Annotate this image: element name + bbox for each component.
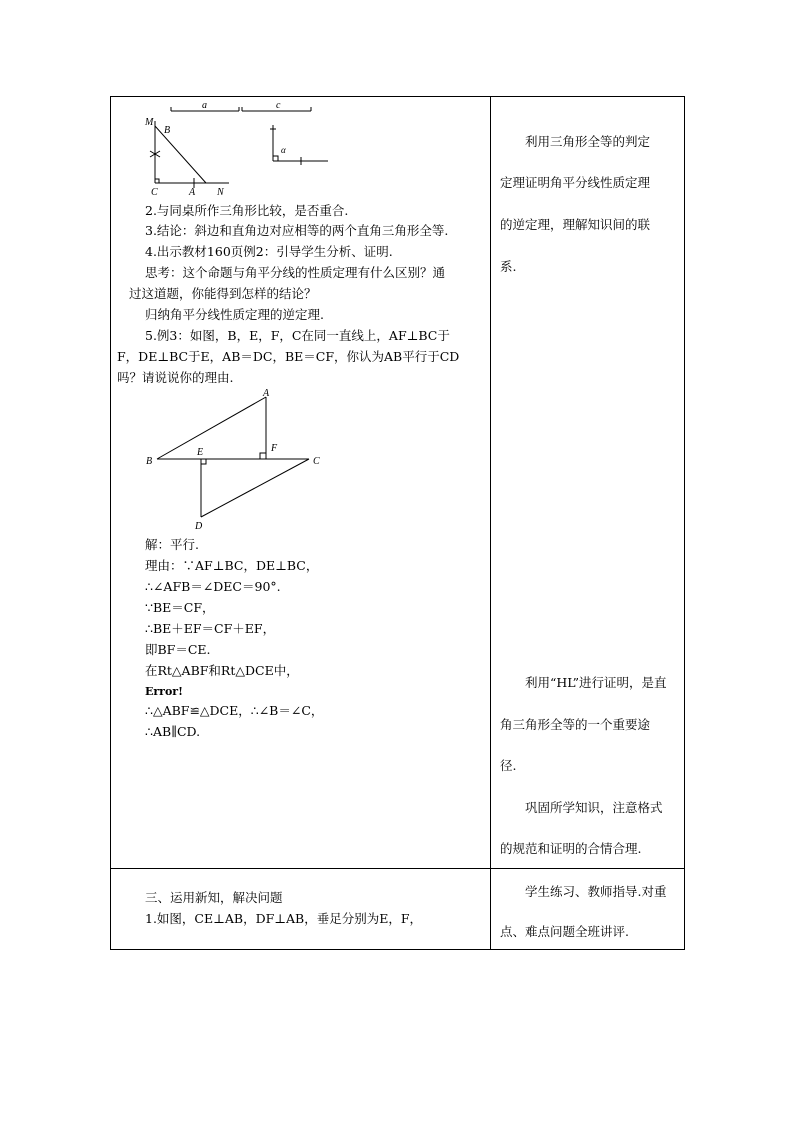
label-E2: E (197, 447, 204, 458)
row-divider (111, 868, 684, 869)
solution-error: Error! (145, 685, 183, 698)
note4-line2: 点、难点问题全班讲评. (500, 924, 629, 939)
example3-figure (141, 387, 331, 537)
note2-line2: 角三角形全等的一个重要途 (500, 717, 651, 732)
text-line8: 5.例3：如图，B，E，F，C在同一直线上，AF⊥BC于 (145, 328, 450, 343)
label-a: a (202, 101, 207, 111)
text-line3: 3.结论：斜边和直角边对应相等的两个直角三角形全等. (145, 223, 449, 238)
text-line7: 归纳角平分线性质定理的逆定理. (145, 307, 324, 322)
text-line2: 2.与同桌所作三角形比较，是否重合. (145, 203, 349, 218)
note1-line3: 的逆定理，理解知识间的联 (500, 217, 651, 232)
solution-line10: ∴AB∥CD. (145, 724, 201, 739)
label-A2: A (263, 388, 270, 399)
construction-figure (131, 101, 351, 197)
label-N: N (217, 187, 224, 197)
lesson-table (110, 96, 685, 950)
label-C: C (151, 187, 158, 197)
note1-line1: 利用三角形全等的判定 (525, 134, 651, 149)
solution-line9: ∴△ABF≌△DCE，∴∠B＝∠C， (145, 703, 324, 718)
text-line5: 思考：这个命题与角平分线的性质定理有什么区别？通 (145, 265, 446, 280)
label-F2: F (271, 443, 278, 454)
label-C2: C (313, 456, 320, 467)
label-alpha: α (281, 145, 286, 155)
solution-line2: 理由：∵AF⊥BC，DE⊥BC， (145, 558, 319, 573)
solution-line3: ∴∠AFB＝∠DEC＝90°. (145, 579, 281, 594)
label-M: M (145, 117, 154, 128)
solution-line7: 在Rt△ABF和Rt△DCE中， (145, 663, 299, 678)
label-A: A (189, 187, 196, 197)
solution-line1: 解：平行. (145, 537, 199, 552)
note3-line1: 巩固所学知识，注意格式 (525, 800, 663, 815)
note1-line4: 系. (500, 259, 517, 274)
note2-line3: 径. (500, 758, 517, 773)
solution-line5: ∴BE＋EF＝CF＋EF， (145, 621, 276, 636)
column-divider (490, 97, 491, 949)
label-c: c (276, 101, 281, 111)
text-line6: 过这道题，你能得到怎样的结论？ (129, 286, 317, 301)
text-line10: 吗？请说说你的理由. (117, 370, 234, 385)
note4-line1: 学生练习、教师指导.对重 (525, 884, 667, 899)
note3-line2: 的规范和证明的合情合理. (500, 841, 642, 856)
solution-line4: ∵BE＝CF， (145, 600, 215, 615)
label-D2: D (195, 521, 203, 532)
note1-line2: 定理证明角平分线性质定理 (500, 175, 651, 190)
solution-line6: 即BF＝CE. (145, 642, 211, 657)
note2-line1: 利用“HL”进行证明，是直 (525, 675, 667, 690)
label-B: B (164, 125, 171, 136)
section3-line1: 1.如图，CE⊥AB，DF⊥AB，垂足分别为E，F， (145, 911, 423, 926)
label-B2: B (146, 456, 153, 467)
section3-title: 三、运用新知，解决问题 (145, 890, 283, 905)
text-line9: F，DE⊥BC于E，AB＝DC，BE＝CF，你认为AB平行于CD (117, 349, 460, 364)
text-line4: 4.出示教材160页例2：引导学生分析、证明. (145, 244, 393, 259)
